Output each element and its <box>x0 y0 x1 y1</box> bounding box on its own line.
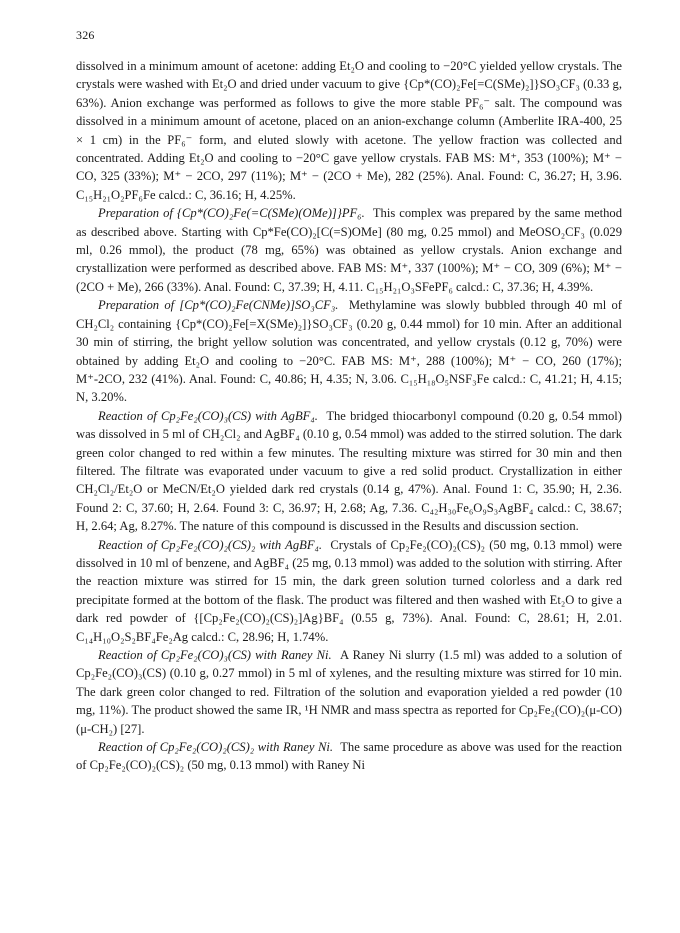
paragraph-cp-fe-methoxy <box>76 204 622 296</box>
paragraph-cs-raney <box>76 646 622 738</box>
paragraph-cp-fe-cnme <box>76 296 622 406</box>
paragraph-text: The same procedure as above was used for the reaction of Cp₂Fe₂(CO)₂(CS)₂ (50 mg, 0.13 mmol) with Raney Ni <box>76 740 622 773</box>
page-number: 326 <box>76 28 95 42</box>
paragraph-text: A Raney Ni slurry (1.5 ml) was added to a solution of Cp₂Fe₂(CO)₃(CS) (0.10 g, 0.27 mmol) in 5 ml of xylenes, and the resulting mixture was stirred for 10 min. The dark green color changed to red. Filtration of the solution and evaporation yielded a red powder (10 mg, 11%). The product showed the same IR, ¹H NMR and mass spectra as reported for Cp₂Fe₂(CO)₂(μ-CO)(μ-CH₂) [27]. <box>76 648 622 736</box>
section-heading: Reaction of Cp₂Fe₂(CO)₂(CS)₂ with AgBF₄. <box>98 537 323 552</box>
paragraph-text: The bridged thiocarbonyl compound (0.20 g, 0.54 mmol) was dissolved in 5 ml of CH₂Cl₂ and AgBF₄ (0.10 g, 0.54 mmol) was added to the stirred solution. The dark green color changed to red within a few minutes. The resulting mixture was stirred for 30 min and then filtered. The filtrate was evaporated under vacuum to give a red solid product. Crystallization in either CH₂Cl₂/Et₂O or MeCN/Et₂O yielded dark red crystals (0.14 g, 47%). Anal. Found 1: C, 35.90; H, 2.36. Found 2: C, 37.60; H, 2.64. Found 3: C, 36.97; H, 2.68; Ag, 7.36. C₄₂H₃₀Fe₆O₉S₃AgBF₄ calcd.: C, 38.67; H, 2.64; Ag, 8.27%. The nature of this compound is discussed in the Results and discussion section. <box>76 408 622 534</box>
section-heading: Reaction of Cp₂Fe₂(CO)₃(CS) with Raney Ni. <box>98 648 332 662</box>
paragraph-continuation <box>76 57 622 204</box>
paragraph-cs2-agbf4 <box>76 536 622 646</box>
paragraph-text: Crystals of Cp₂Fe₂(CO)₂(CS)₂ (50 mg, 0.13 mmol) were dissolved in 10 ml of benzene, and AgBF₄ (25 mg, 0.13 mmol) was added to the solution with stirring. After the reaction mixture was stirred for 15 min, the dark green solution turned colorless and a dark red precipitate formed at the bottom of the flask. The product was filtered and then washed with Et₂O to give a dark red powder of {[Cp₂Fe₂(CO)₂(CS)₂]Ag}BF₄ (0.55 g, 73%). Anal. Found: C, 28.61; H, 2.01. C₁₄H₁₀O₂S₂BF₄Fe₂Ag calcd.: C, 28.96; H, 1.74%. <box>76 537 622 644</box>
paragraph-text: Methylamine was slowly bubbled through 40 ml of CH₂Cl₂ containing {Cp*(CO)₂Fe[=X(SMe)₂]}SO₃CF₃ (0.20 g, 0.44 mmol) for 10 min. After an additional 30 min of stirring, the bright yellow solution was concentrated, and yellow crystals (0.12 g, 70%) were obtained by adding Et₂O and cooling to −20°C. FAB MS: M⁺, 288 (100%); M⁺ − CO, 260 (17%); M⁺-2CO, 232 (41%). Anal. Found: C, 40.86; H, 4.35; N, 3.06. C₁₅H₁₈O₅NSF₃Fe calcd.: C, 41.21; H, 4.15; N, 3.20%. <box>76 298 622 405</box>
section-heading: Reaction of Cp₂Fe₂(CO)₂(CS)₂ with Raney Ni. <box>98 740 334 755</box>
section-heading: Preparation of [Cp*(CO)₂Fe(CNMe)]SO₃CF₃. <box>98 298 339 313</box>
paragraph-cs-agbf4 <box>76 407 622 536</box>
paragraph-text: dissolved in a minimum amount of acetone: adding Et₂O and cooling to −20°C yielded yellow crystals. The crystals were washed with Et₂O and dried under vacuum to give {Cp*(CO)₂Fe[=C(SMe)₂]}SO₃CF₃ (0.33 g, 63%). Anion exchange was performed as follows to give the more stable PF₆⁻ salt. The compound was dissolved in a minimum amount of acetone, placed on an anion-exchange column (Amberlite IRA-400, 25 × 1 cm) in the PF₆⁻ form, and eluted slowly with acetone. The yellow fraction was collected and concentrated. Adding Et₂O and cooling to −20°C gave yellow crystals. FAB MS: M⁺, 353 (100%); M⁺ − CO, 325 (33%); M⁺ − 2CO, 297 (11%); M⁺ − (2CO + Me), 282 (25%). Anal. Found: C, 36.27; H, 3.96. C₁₅H₂₁O₂PF₆Fe calcd.: C, 36.16; H, 4.25%. <box>76 59 622 202</box>
paragraph-text: This complex was prepared by the same method as described above. Starting with Cp*Fe(CO)₂[C(=S)OMe] (80 mg, 0.25 mmol) and MeOSO₂CF₃ (0.029 ml, 0.26 mmol), the product (78 mg, 65%) was obtained as yellow crystals. Anion exchange and crystallization were performed as described above. FAB MS: M⁺, 337 (100%); M⁺ − CO, 309 (6%); M⁺ − (2CO + Me), 266 (33%). Anal. Found: C, 37.39; H, 4.11. C₁₅H₂₁O₃SFePF₆ calcd.: C, 37.36; H, 4.39%. <box>76 206 622 294</box>
section-heading: Reaction of Cp₂Fe₂(CO)₃(CS) with AgBF₄. <box>98 408 318 423</box>
section-heading: Preparation of {Cp*(CO)₂Fe(=C(SMe)(OMe)]}PF₆. <box>98 206 365 221</box>
paragraph-cs2-raney <box>76 738 622 775</box>
body-text <box>76 57 622 775</box>
